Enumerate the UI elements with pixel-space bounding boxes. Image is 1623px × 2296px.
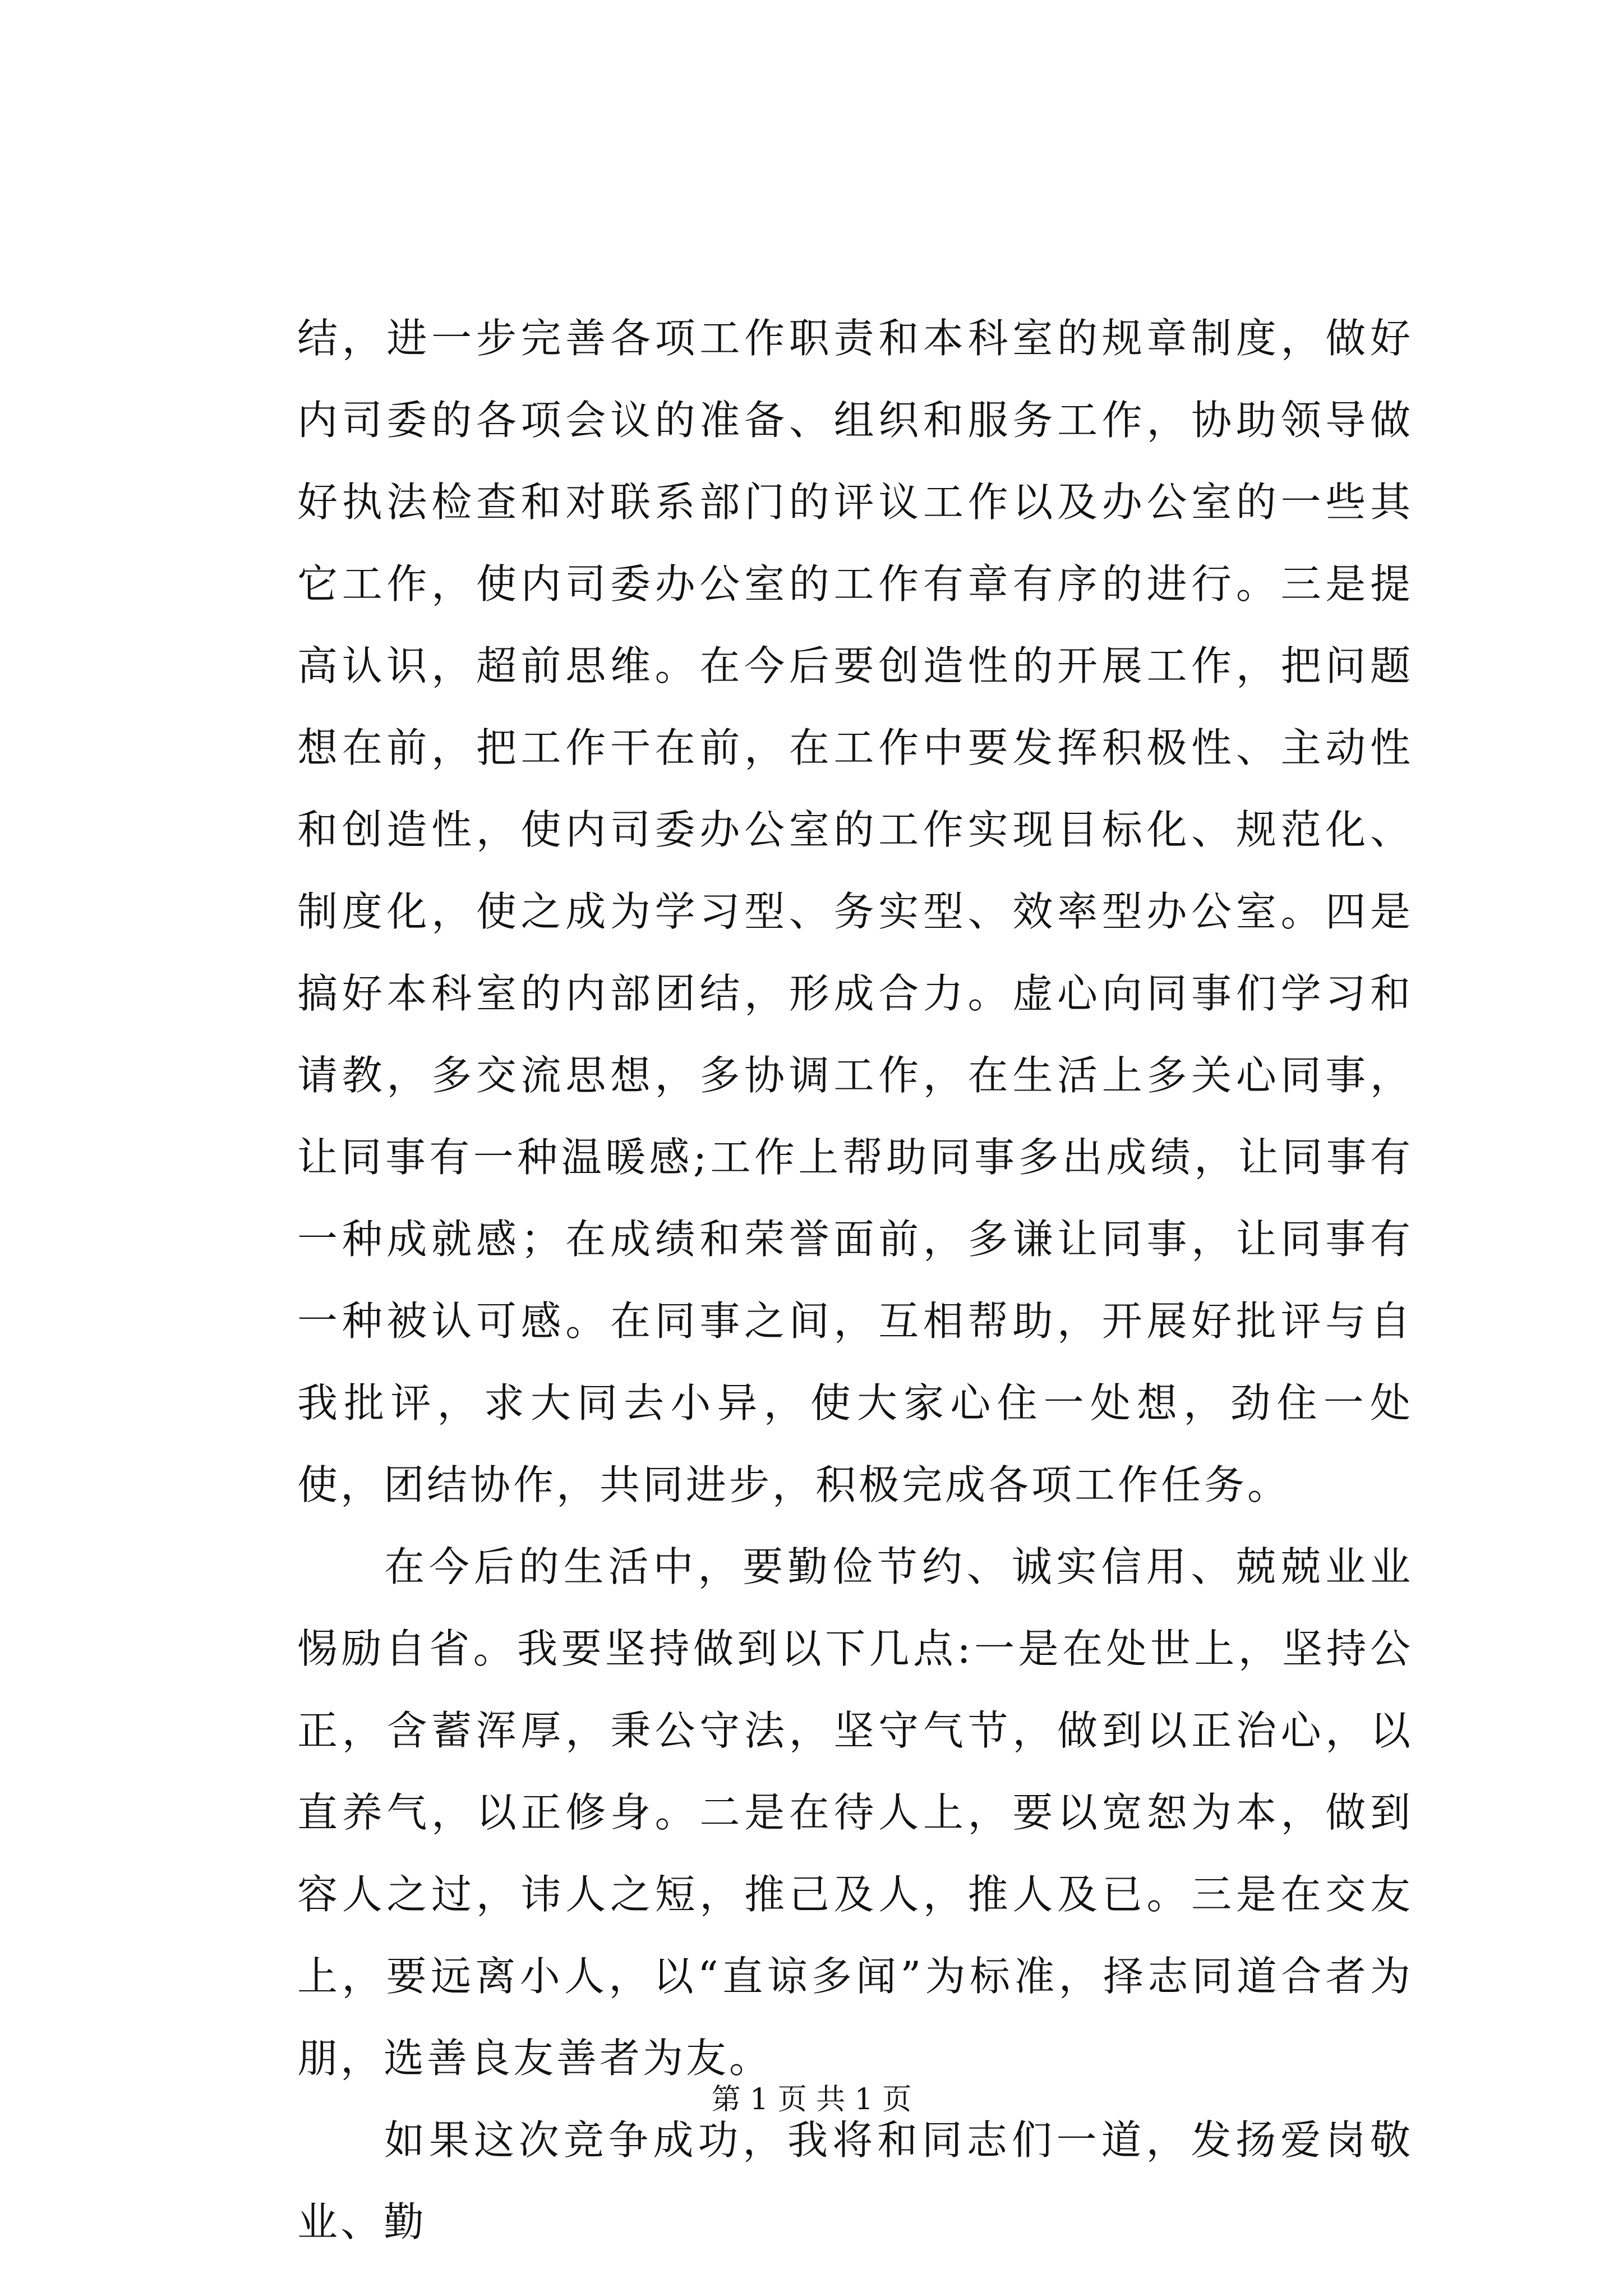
paragraph-2: 在今后的生活中，要勤俭节约、诚实信用、兢兢业业惕励自省。我要坚持做到以下几点:一是在处世上，坚持公正，含蓄浑厚，秉公守法，坚守气节，做到以正治心，以直养气，以正修身。二是在待人上，要以宽恕为本，做到容人之过，讳人之短，推己及人，推人及已。三是在交友上，要远离小人，以“直谅多闻”为标准，择志同道合者为朋，选善良友善者为友。 (297, 1543, 1413, 2082)
page-footer: 第 1 页 共 1 页 (711, 2083, 912, 2116)
document-body (297, 297, 1413, 2263)
paragraph-1: 结，进一步完善各项工作职责和本科室的规章制度，做好内司委的各项会议的准备、组织和服务工作，协助领导做好执法检查和对联系部门的评议工作以及办公室的一些其它工作，使内司委办公室的工作有章有序的进行。三是提高认识，超前思维。在今后要创造性的开展工作，把问题想在前，把工作干在前，在工作中要发挥积极性、主动性和创造性，使内司委办公室的工作实现目标化、规范化、制度化，使之成为学习型、务实型、效率型办公室。四是搞好本科室的内部团结，形成合力。虚心向同事们学习和请教，多交流思想，多协调工作，在生活上多关心同事，让同事有一种温暖感;工作上帮助同事多出成绩，让同事有一种成就感；在成绩和荣誉面前，多谦让同事，让同事有一种被认可感。在同事之间，互相帮助，开展好批评与自我批评，求大同去小异，使大家心住一处想，劲住一处使，团结协作，共同进步，积极完成各项工作任务。 (297, 315, 1413, 1508)
paragraph-3: 如果这次竞争成功，我将和同志们一道，发扬爱岗敬业、勤 (297, 2116, 1413, 2246)
